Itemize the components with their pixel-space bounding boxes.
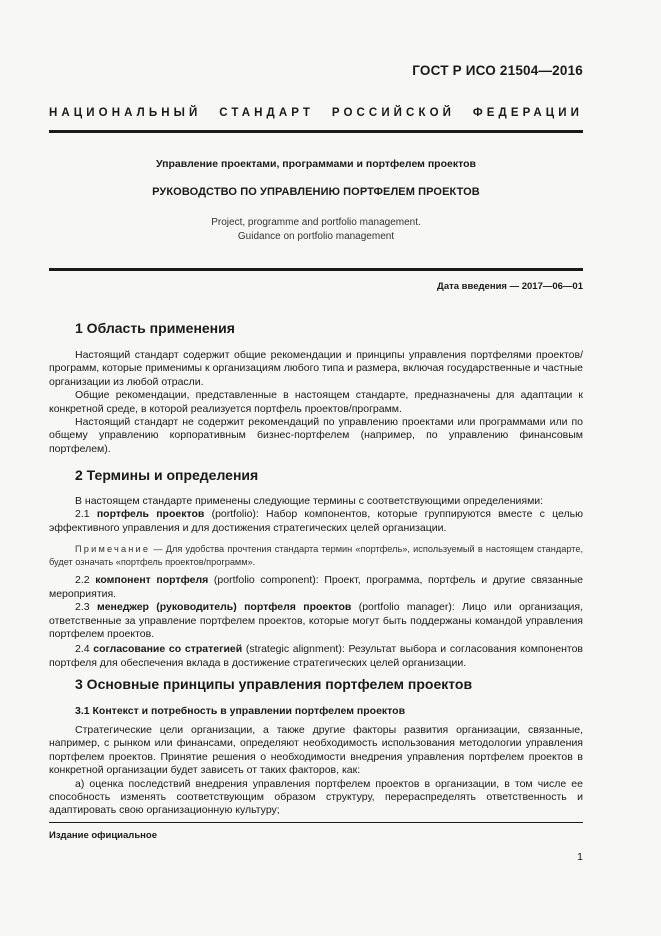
section-1-heading: 1 Область применения <box>75 320 235 336</box>
standard-number: ГОСТ Р ИСО 21504—2016 <box>412 63 583 78</box>
term-number: 2.3 <box>75 601 97 614</box>
english-title-line: Project, programme and portfolio management. <box>211 217 421 228</box>
term-2-2 <box>49 574 583 601</box>
english-title-line: Guidance on portfolio management <box>237 230 395 242</box>
term-name: менеджер (руководитель) портфеля проектов <box>96 601 352 614</box>
paragraph: Настоящий стандарт не содержит рекомендаций по управлению проектами или программами или по общему управлению корпоративным бизнес-портфелем (например, по управлению финансовым портфелем). <box>49 416 583 455</box>
term-number: 2.4 <box>75 643 94 656</box>
footer-rule <box>49 822 583 823</box>
term-number: 2.1 <box>75 508 97 521</box>
national-word: НАЦИОНАЛЬНЫЙ <box>49 107 202 119</box>
paragraph: Стратегические цели организации, а также другие факторы развития организации, связанные, например, с рынком или финансами, определяют необходимость использования методологии управления портфелем проектов. Принятие решения о необходимости внедрения управления портфелем проектов в конкретной организации будет зависеть от таких факторов, как: <box>49 724 583 777</box>
term-2-1 <box>49 508 583 535</box>
term-2-3 <box>49 601 583 641</box>
list-item: а) оценка последствий внедрения управления портфелем проектов в организации, в том числе ее способность изменять соответствующим образом структуру, перераспределять ответственность и адаптировать свою организационную культуру; <box>49 777 583 817</box>
note <box>49 543 583 568</box>
section-2-heading: 2 Термины и определения <box>75 467 259 483</box>
national-word: ФЕДЕРАЦИИ <box>472 107 583 119</box>
national-word: СТАНДАРТ <box>219 107 314 119</box>
note-text: — Для удобства прочтения стандарта термин «портфель», используемый в настоящем стандарте, будет означать «портфель проектов/программ». <box>49 544 583 567</box>
term-definition: (portfolio component): Проект, программа, портфель и другие связанные мероприятия. <box>49 574 584 600</box>
paragraph: Настоящий стандарт содержит общие рекомендации и принципы управления портфелями проектов/программ, которые применимы к организациям любого типа и размера, включая государственные и частные организации из любой отрасли. <box>49 349 583 388</box>
header-rule <box>49 130 583 133</box>
term-definition: (portfolio): Набор компонентов, которые группируются вместе с целью эффективного управления и для достижения стратегических целей организации. <box>49 508 583 534</box>
term-name: портфель проектов <box>96 508 205 521</box>
edition-label: Издание официальное <box>49 830 157 841</box>
document-title: РУКОВОДСТВО ПО УПРАВЛЕНИЮ ПОРТФЕЛЕМ ПРОЕКТОВ <box>152 186 480 198</box>
national-standard-line <box>49 107 583 119</box>
term-number: 2.2 <box>75 574 96 587</box>
paragraph: В настоящем стандарте применены следующие термины с соответствующими определениями: <box>75 495 544 507</box>
paragraph: Общие рекомендации, представленные в настоящем стандарте, предназначены для адаптации к конкретной среде, в которой реализуется портфель проектов/программ. <box>49 389 583 415</box>
term-2-4 <box>49 643 583 670</box>
section-2-body <box>49 495 583 670</box>
section-1-body <box>49 349 583 456</box>
page-number: 1 <box>577 851 583 863</box>
introduction-date: Дата введения — 2017—06—01 <box>437 281 583 292</box>
note-label: Примечание <box>75 544 151 555</box>
subsection-3-1-heading: 3.1 Контекст и потребность в управлении портфелем проектов <box>75 705 406 717</box>
document-subtitle: Управление проектами, программами и портфелем проектов <box>156 158 476 170</box>
section-3-heading: 3 Основные принципы управления портфелем проектов <box>75 676 473 692</box>
section-3-body <box>49 724 583 818</box>
term-name: компонент портфеля <box>95 574 209 587</box>
national-word: РОССИЙСКОЙ <box>331 107 455 119</box>
term-definition: (strategic alignment): Результат выбора и согласования компонентов портфеля для обеспечения вклада в достижение стратегических целей организации. <box>49 643 583 669</box>
title-rule <box>49 268 583 271</box>
english-title <box>49 216 583 243</box>
term-definition: (portfolio manager): Лицо или организация, ответственные за управление портфелем проектов, которые могут быть поддержаны командой управления портфелем проектов. <box>49 601 584 641</box>
term-name: согласование со стратегией <box>93 643 243 656</box>
